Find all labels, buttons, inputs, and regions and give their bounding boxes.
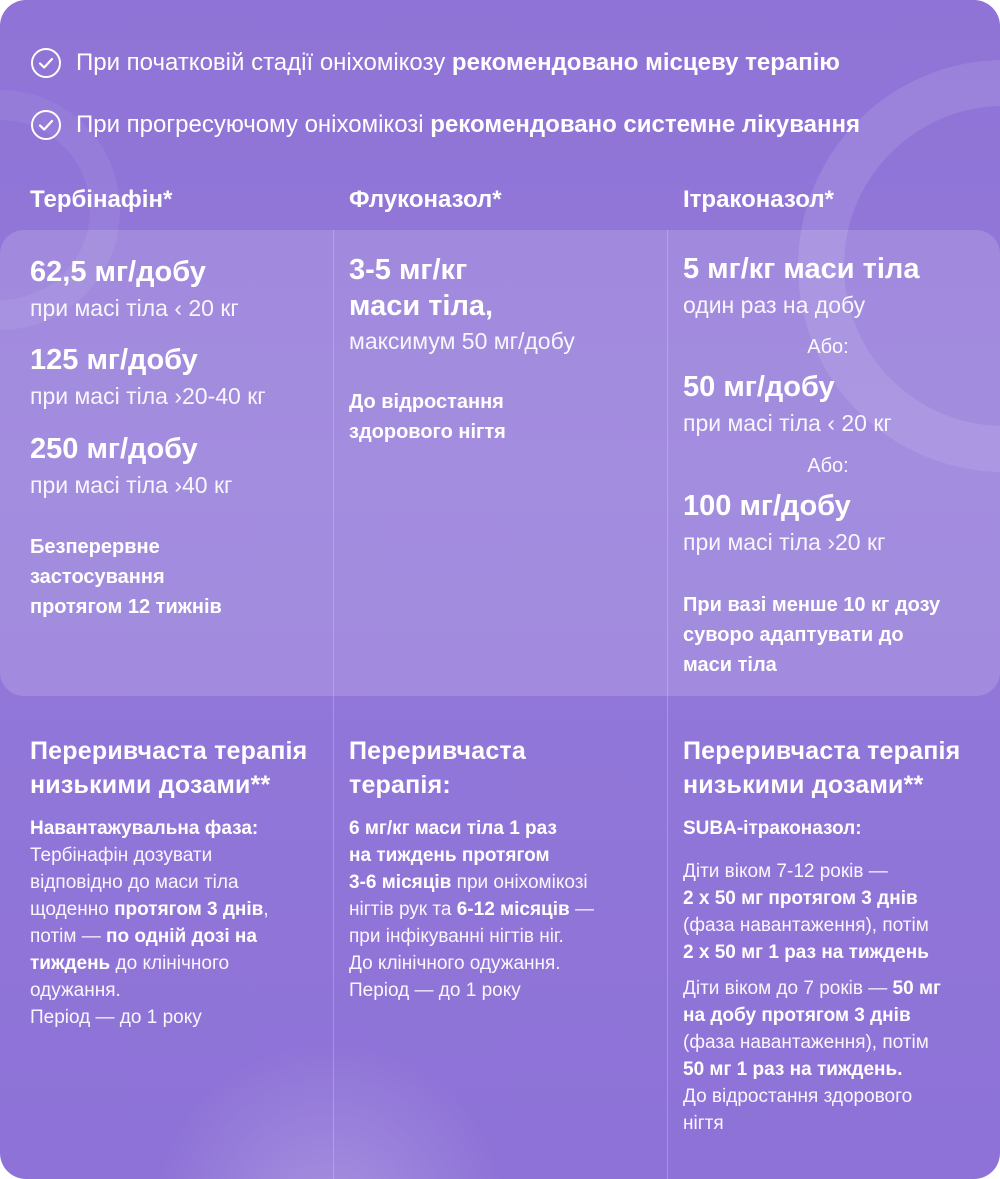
check-circle-icon	[30, 47, 62, 79]
itra-or-1: Або:	[807, 336, 849, 358]
itra-pulse-body: SUBA-ітраконазол: Діти віком 7-12 років — 2 х 50 мг протягом 3 днів (фаза навантаження), потім 2 х 50 мг 1 раз на тиждень Діти віком до 7 років — 50 мг на добу протягом 3 днів (фаза навантаження), потім 50 мг 1 раз на тиждень. До відростання здорового нігтя	[683, 818, 941, 1134]
heading-fluconazole: Флуконазол*	[349, 186, 502, 213]
terb-dose-2-sub: при масі тіла ›20-40 кг	[30, 383, 266, 409]
fluc-dose-1: 3-5 мг/кг	[349, 254, 468, 286]
check-circle-icon	[30, 109, 62, 141]
heading-terbinafine: Тербінафін*	[30, 186, 173, 213]
terb-dose-2: 125 мг/добу	[30, 344, 198, 376]
itra-pulse-title: Переривчаста терапія низькими дозами**	[683, 737, 961, 799]
recommendation-systemic	[30, 109, 860, 141]
terb-pulse-body: Навантажувальна фаза: Тербінафін дозувати відповідно до маси тіла щоденно протягом 3 днів, потім — по одній дозі на тиждень до клінічного одужання. Період — до 1 року	[30, 818, 269, 1028]
terb-dose-3-sub: при масі тіла ›40 кг	[30, 472, 233, 498]
terb-note: Безперервне застосування протягом 12 тижнів	[30, 536, 222, 618]
fluc-dose-2: маси тіла,	[349, 290, 494, 322]
terb-dose-3: 250 мг/добу	[30, 433, 198, 465]
itra-dose-1: 5 мг/кг маси тіла	[683, 253, 920, 285]
column-divider	[667, 230, 668, 1179]
itra-or-2: Або:	[807, 455, 849, 477]
terb-dose-1-sub: при масі тіла ‹ 20 кг	[30, 295, 239, 321]
fluc-pulse-body: 6 мг/кг маси тіла 1 раз на тиждень протягом 3-6 місяців при оніхомікозі нігтів рук та 6-12 місяців — при інфікуванні нігтів ніг. До клінічного одужання. Період — до 1 року	[349, 818, 594, 1001]
itra-dose-3: 100 мг/добу	[683, 490, 851, 522]
itra-note: При вазі менше 10 кг дозу суворо адаптувати до маси тіла	[683, 594, 941, 676]
recommendation-text: При прогресуючому оніхомікозі	[76, 111, 431, 138]
fluc-pulse-title: Переривчаста терапія:	[349, 737, 526, 799]
recommendation-bold: рекомендовано місцеву терапію	[451, 49, 840, 76]
itra-dose-3-sub: при масі тіла ›20 кг	[683, 529, 886, 555]
heading-itraconazole: Ітраконазол*	[683, 186, 834, 213]
recommendation-local	[30, 47, 840, 79]
fluc-dose-sub: максимум 50 мг/добу	[349, 328, 575, 354]
itra-dose-1-sub: один раз на добу	[683, 292, 866, 318]
decorative-glow	[150, 1040, 510, 1179]
column-divider	[333, 230, 334, 1179]
recommendation-bold: рекомендовано системне лікування	[430, 111, 860, 138]
itra-dose-2: 50 мг/добу	[683, 371, 835, 403]
recommendation-text: При початковій стадії оніхомікозу	[76, 49, 452, 76]
terb-dose-1: 62,5 мг/добу	[30, 256, 206, 288]
itra-dose-2-sub: при масі тіла ‹ 20 кг	[683, 410, 892, 436]
terb-pulse-title: Переривчаста терапія низькими дозами**	[30, 737, 308, 799]
fluc-note: До відростання здорового нігтя	[349, 391, 506, 443]
